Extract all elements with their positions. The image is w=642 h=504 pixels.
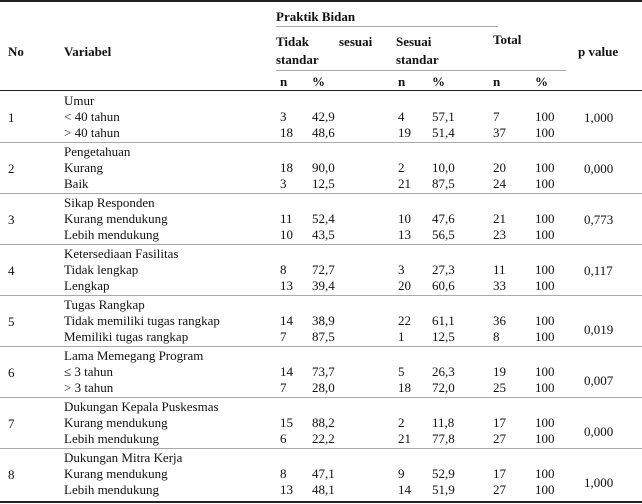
cell-n-total: 25	[493, 380, 506, 395]
cell-pct-sesuai: 87,5	[432, 176, 455, 191]
cell-pct-tidak-sesuai: 39,4	[312, 278, 335, 293]
cell-n-tidak-sesuai: 13	[280, 482, 293, 497]
cell-pct-tidak-sesuai: 73,7	[312, 364, 335, 379]
cell-pct-total: 100	[535, 313, 555, 328]
group-number: 8	[8, 466, 15, 482]
cell-pct-sesuai: 26,3	[432, 364, 455, 379]
cell-n-tidak-sesuai: 8	[280, 262, 287, 277]
cell-n-tidak-sesuai: 14	[280, 364, 293, 379]
cell-pct-tidak-sesuai: 47,1	[312, 466, 335, 481]
header-n-1: n	[280, 74, 288, 89]
group-number: 7	[8, 415, 15, 431]
cell-n-sesuai: 21	[398, 431, 411, 446]
cell-n-sesuai: 5	[398, 364, 405, 379]
cell-n-total: 8	[493, 329, 500, 344]
group-divider	[0, 193, 642, 194]
cell-pct-total: 100	[535, 431, 555, 446]
cell-pct-total: 100	[535, 415, 555, 430]
cell-pct-sesuai: 77,8	[432, 431, 455, 446]
row-label: ≤ 3 tahun	[64, 364, 114, 379]
group-title: Lama Memegang Program	[64, 348, 204, 363]
cell-n-total: 36	[493, 313, 506, 328]
header-praktik-underline	[276, 26, 498, 27]
cell-pct-tidak-sesuai: 48,6	[312, 125, 335, 140]
cell-pct-sesuai: 10,0	[432, 160, 455, 175]
cell-n-total: 27	[493, 431, 506, 446]
cell-p-value: 0,000	[584, 160, 614, 176]
cell-pct-tidak-sesuai: 43,5	[312, 227, 335, 242]
header-variabel: Variabel	[64, 44, 112, 59]
cell-p-value: 0,007	[584, 372, 614, 388]
group-divider	[0, 142, 642, 143]
cell-n-tidak-sesuai: 18	[280, 160, 293, 175]
group-number: 4	[8, 262, 15, 278]
cell-pct-sesuai: 52,9	[432, 466, 455, 481]
group-divider	[0, 346, 642, 347]
cell-pct-total: 100	[535, 278, 555, 293]
cell-pct-tidak-sesuai: 88,2	[312, 415, 335, 430]
cell-pct-total: 100	[535, 227, 555, 242]
header-sesuai-word: sesuai	[339, 34, 373, 49]
header-praktik-bidan: Praktik Bidan	[276, 9, 356, 24]
group-divider	[0, 244, 642, 245]
cell-n-total: 11	[493, 262, 506, 277]
group-number: 2	[8, 160, 15, 176]
row-label: Kurang mendukung	[64, 466, 168, 481]
cell-n-total: 37	[493, 125, 506, 140]
group-title: Dukungan Kepala Puskesmas	[64, 399, 219, 414]
group-number: 3	[8, 211, 15, 227]
header-bottom-rule	[0, 90, 642, 91]
row-label: Lengkap	[64, 278, 110, 293]
header-total: Total	[493, 32, 522, 47]
row-label: Tidak memiliki tugas rangkap	[64, 313, 220, 328]
cell-pct-tidak-sesuai: 87,5	[312, 329, 335, 344]
cell-n-tidak-sesuai: 13	[280, 278, 293, 293]
header-pct-3: %	[535, 74, 548, 89]
cell-pct-total: 100	[535, 109, 555, 124]
row-label: > 3 tahun	[64, 380, 114, 395]
cell-n-sesuai: 13	[398, 227, 411, 242]
group-number: 6	[8, 364, 15, 380]
group-title: Ketersediaan Fasilitas	[64, 246, 179, 261]
cell-n-sesuai: 1	[398, 329, 405, 344]
cell-pct-tidak-sesuai: 38,9	[312, 313, 335, 328]
cell-pct-sesuai: 12,5	[432, 329, 455, 344]
cell-pct-tidak-sesuai: 52,4	[312, 211, 335, 226]
row-label: Lebih mendukung	[64, 431, 159, 446]
cell-n-sesuai: 4	[398, 109, 405, 124]
cell-pct-tidak-sesuai: 12,5	[312, 176, 335, 191]
row-label: Kurang	[64, 160, 103, 175]
header-subcol-line	[276, 70, 566, 71]
cell-pct-sesuai: 51,4	[432, 125, 455, 140]
cell-n-total: 19	[493, 364, 506, 379]
cell-p-value: 0,117	[584, 262, 613, 278]
group-title: Tugas Rangkap	[64, 297, 145, 312]
row-label: > 40 tahun	[64, 125, 120, 140]
header-n-3: n	[493, 74, 501, 89]
cell-pct-sesuai: 27,3	[432, 262, 455, 277]
header-pvalue: p value	[578, 44, 619, 59]
row-label: < 40 tahun	[64, 109, 120, 124]
cell-pct-total: 100	[535, 176, 555, 191]
group-title: Dukungan Mitra Kerja	[64, 450, 183, 465]
cell-pct-total: 100	[535, 160, 555, 175]
cell-n-total: 24	[493, 176, 506, 191]
cell-pct-total: 100	[535, 329, 555, 344]
cell-n-tidak-sesuai: 6	[280, 431, 287, 446]
header-pct-1: %	[312, 74, 325, 89]
cell-pct-tidak-sesuai: 90,0	[312, 160, 335, 175]
cell-n-tidak-sesuai: 8	[280, 466, 287, 481]
cell-n-total: 33	[493, 278, 506, 293]
cell-n-sesuai: 20	[398, 278, 411, 293]
cell-n-total: 17	[493, 466, 506, 481]
group-divider	[0, 397, 642, 398]
cell-pct-total: 100	[535, 364, 555, 379]
cell-p-value: 0,000	[584, 423, 614, 439]
cell-pct-sesuai: 57,1	[432, 109, 455, 124]
cell-n-tidak-sesuai: 14	[280, 313, 293, 328]
cell-n-sesuai: 2	[398, 160, 405, 175]
cell-pct-tidak-sesuai: 42,9	[312, 109, 335, 124]
cell-n-total: 27	[493, 482, 506, 497]
cell-pct-total: 100	[535, 211, 555, 226]
cell-pct-total: 100	[535, 262, 555, 277]
cell-n-tidak-sesuai: 3	[280, 176, 287, 191]
row-label: Baik	[64, 176, 89, 191]
cell-pct-total: 100	[535, 482, 555, 497]
cell-pct-sesuai: 47,6	[432, 211, 455, 226]
cell-pct-sesuai: 61,1	[432, 313, 455, 328]
row-label: Kurang mendukung	[64, 211, 168, 226]
header-standar-1: standar	[276, 52, 319, 67]
header-no: No	[8, 44, 24, 59]
cell-pct-sesuai: 56,5	[432, 227, 455, 242]
cell-n-sesuai: 14	[398, 482, 411, 497]
cell-p-value: 0,773	[584, 211, 614, 227]
cell-n-tidak-sesuai: 15	[280, 415, 293, 430]
group-title: Umur	[64, 93, 95, 108]
header-pct-2: %	[432, 74, 445, 89]
cell-n-sesuai: 22	[398, 313, 411, 328]
cell-n-sesuai: 10	[398, 211, 411, 226]
cell-n-tidak-sesuai: 7	[280, 380, 287, 395]
cell-pct-total: 100	[535, 125, 555, 140]
cell-pct-sesuai: 60,6	[432, 278, 455, 293]
cell-n-sesuai: 9	[398, 466, 405, 481]
cell-n-sesuai: 3	[398, 262, 405, 277]
cell-n-tidak-sesuai: 10	[280, 227, 293, 242]
cell-n-tidak-sesuai: 7	[280, 329, 287, 344]
cell-n-sesuai: 18	[398, 380, 411, 395]
cell-n-sesuai: 21	[398, 176, 411, 191]
header-n-2: n	[398, 74, 406, 89]
cell-pct-tidak-sesuai: 72,7	[312, 262, 335, 277]
cell-p-value: 1,000	[584, 474, 614, 490]
cell-pct-tidak-sesuai: 22,2	[312, 431, 335, 446]
cell-p-value: 0,019	[584, 321, 614, 337]
header-standar-2: standar	[396, 52, 439, 67]
cell-n-tidak-sesuai: 18	[280, 125, 293, 140]
row-label: Kurang mendukung	[64, 415, 168, 430]
group-divider	[0, 448, 642, 449]
table-bottom-rule	[0, 501, 642, 503]
cell-n-total: 7	[493, 109, 500, 124]
cell-p-value: 1,000	[584, 109, 614, 125]
cell-pct-tidak-sesuai: 28,0	[312, 380, 335, 395]
row-label: Lebih mendukung	[64, 482, 159, 497]
group-number: 5	[8, 313, 15, 329]
cell-n-sesuai: 2	[398, 415, 405, 430]
cell-n-total: 21	[493, 211, 506, 226]
cell-pct-total: 100	[535, 466, 555, 481]
header-tidak: Tidak	[276, 34, 310, 49]
group-number: 1	[8, 109, 15, 125]
row-label: Lebih mendukung	[64, 227, 159, 242]
group-title: Sikap Responden	[64, 195, 155, 210]
cell-n-total: 17	[493, 415, 506, 430]
table-top-rule	[0, 0, 642, 2]
cell-pct-total: 100	[535, 380, 555, 395]
cell-n-total: 20	[493, 160, 506, 175]
cell-n-tidak-sesuai: 11	[280, 211, 293, 226]
group-divider	[0, 295, 642, 296]
cell-pct-sesuai: 72,0	[432, 380, 455, 395]
header-sesuai: Sesuai	[396, 34, 432, 49]
cell-n-sesuai: 19	[398, 125, 411, 140]
cell-n-total: 23	[493, 227, 506, 242]
row-label: Tidak lengkap	[64, 262, 139, 277]
group-title: Pengetahuan	[64, 144, 131, 159]
cell-pct-sesuai: 51,9	[432, 482, 455, 497]
cell-pct-tidak-sesuai: 48,1	[312, 482, 335, 497]
cell-n-tidak-sesuai: 3	[280, 109, 287, 124]
row-label: Memiliki tugas rangkap	[64, 329, 189, 344]
cell-pct-sesuai: 11,8	[432, 415, 455, 430]
